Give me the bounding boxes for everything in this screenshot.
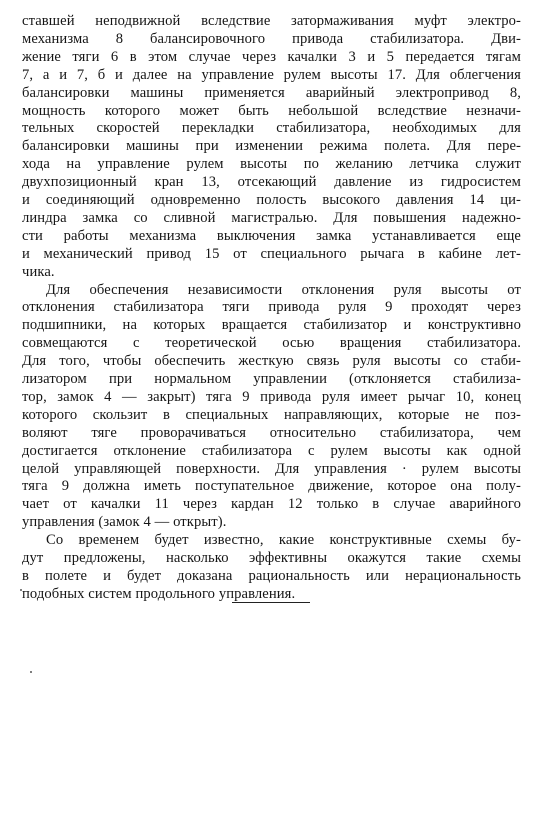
text-line: отклонения стабилизатора тяги привода руля 9 проходят через — [22, 299, 521, 316]
text-line: достигается отклонение стабилизатора с рулем высоты как одной — [22, 442, 521, 459]
text-line: Со временем будет известно, какие конструктивные схемы бу- — [46, 532, 521, 549]
text-line: тельных скоростей перекладки стабилизатора, необходимых для — [22, 120, 521, 137]
text-line: хода на управление рулем высоты по желанию летчика служит — [22, 156, 521, 173]
text-line: управления (замок 4 — открыт). — [22, 514, 227, 531]
text-line: двухпозиционный кран 13, отсекающий давление из гидросистем — [22, 174, 521, 191]
text-line: дут предложены, насколько эффективны окажутся такие схемы — [22, 550, 521, 566]
text-line: и механический привод 15 от специального рычага в кабине лет- — [22, 245, 521, 262]
text-line: подшипники, на которых вращается стабилизатор и конструктивно — [22, 317, 521, 334]
text-line: в полете и будет доказана рациональность или нерациональность — [22, 567, 521, 584]
text-line: ставшей неподвижной вследствие затормаживания муфт электро- — [22, 13, 521, 29]
text-line: 7, а и 7, б и далее на управление рулем высоты 17. Для облегчения — [22, 66, 521, 83]
scan-speck — [20, 589, 22, 591]
text-line: чает от качалки 11 через кардан 12 только в случае аварийного — [22, 496, 521, 513]
text-line: совмещаются с теоретической осью вращения стабилизатора. — [22, 335, 521, 352]
text-line: механизма 8 балансировочного привода стабилизатора. Дви- — [22, 30, 521, 47]
text-line: тор, замок 4 — закрыт) тяга 9 привода руля имеет рычаг 10, конец — [22, 388, 521, 405]
text-line: лизатором при нормальном управлении (отклоняется стабилиза- — [22, 371, 521, 387]
scan-speck — [30, 671, 32, 673]
section-divider — [232, 602, 310, 603]
text-line: сти работы механизма выключения замка устанавливается еще — [22, 227, 521, 244]
text-line: балансировки машины при изменении режима полета. Для пере- — [22, 138, 521, 155]
text-line: жение тяги 6 в этом случае через качалки 3 и 5 передается тягам — [22, 48, 521, 65]
text-line: целой управляющей поверхности. Для управления · рулем высоты — [22, 460, 521, 477]
text-line: балансировки машины применяется аварийный электропривод 8, — [22, 84, 521, 101]
text-line: линдра замка со сливной магистралью. Для повышения надежно- — [22, 209, 521, 226]
text-line: которого скользит в специальных направляющих, которые не поз- — [22, 406, 521, 423]
text-line: мощность которого может быть небольшой вследствие незначи- — [22, 102, 521, 119]
text-line: Для того, чтобы обеспечить жесткую связь руля высоты со стаби- — [22, 353, 521, 370]
text-line: подобных систем продольного управления. — [22, 585, 296, 602]
text-line: воляют тяге проворачиваться относительно стабилизатора, чем — [22, 424, 521, 441]
text-line: чика. — [22, 263, 55, 280]
text-line: и соединяющий одновременно полость высокого давления 14 ци- — [22, 192, 521, 208]
text-line: Для обеспечения независимости отклонения руля высоты от — [46, 281, 521, 298]
text-line: тяга 9 должна иметь поступательное движение, которое она полу- — [22, 478, 521, 495]
